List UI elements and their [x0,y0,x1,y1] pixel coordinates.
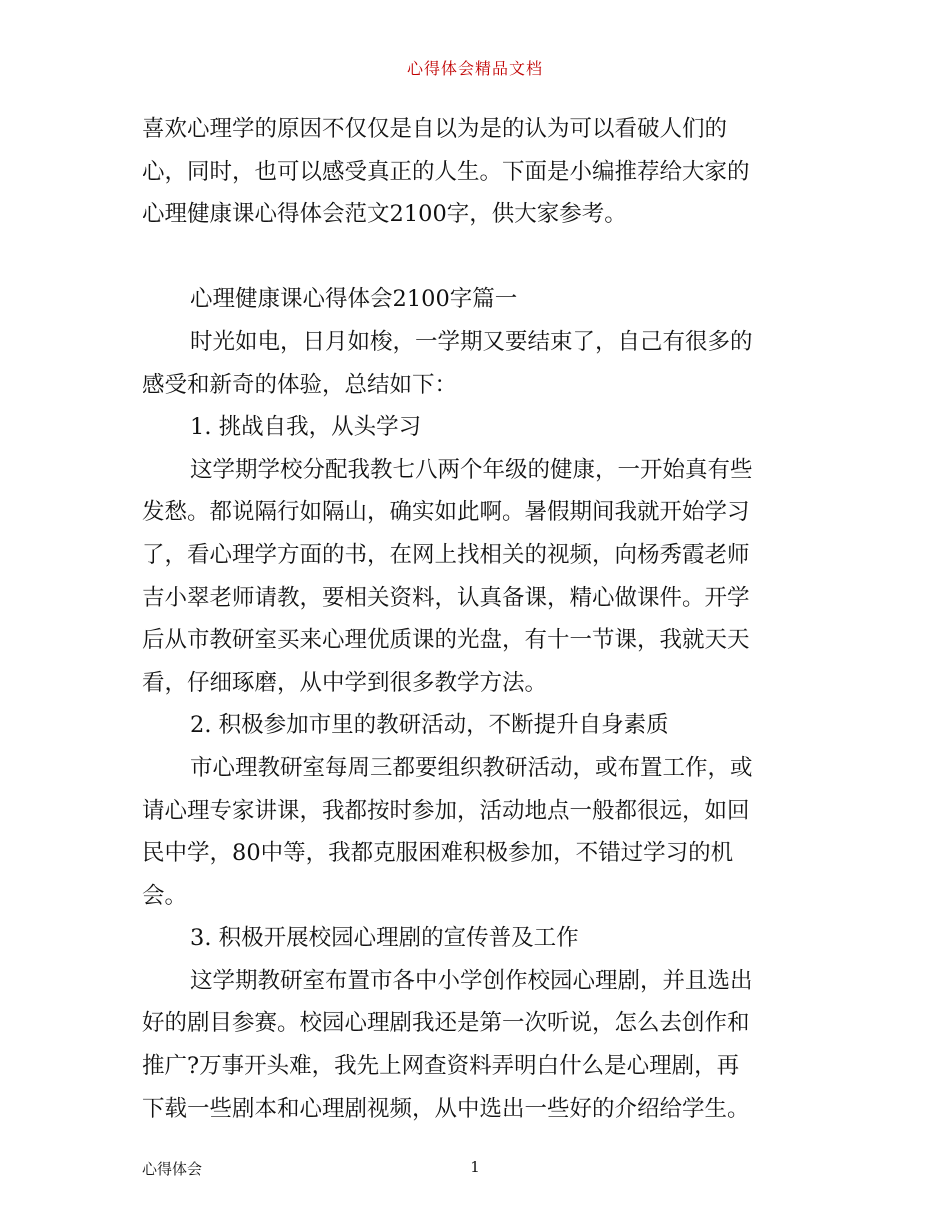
body-line: 后从市教研室买来心理优质课的光盘，有十一节课，我就天天 [142,627,750,654]
document-header-title: 心得体会精品文档 [406,59,543,78]
subheading: 2. 积极参加市里的教研活动，不断提升自身素质 [190,712,669,739]
subheading: 3. 积极开展校园心理剧的宣传普及工作 [190,925,579,952]
page-number: 1 [470,1158,480,1176]
body-line: 会。 [142,882,188,909]
body-line: 时光如电，日月如梭，一学期又要结束了，自己有很多的 [190,328,753,355]
body-line: 喜欢心理学的原因不仅仅是自以为是的认为可以看破人们的 [142,116,728,142]
body-line: 吉小翠老师请教，要相关资料，认真备课，精心做课件。开学 [142,584,750,611]
paragraph-gap [142,236,812,279]
subheading: 1. 挑战自我，从头学习 [190,414,422,441]
body-line: 好的剧目参赛。校园心理剧我还是第一次听说，怎么去创作和 [142,1010,750,1037]
footer-label: 心得体会 [142,1160,203,1178]
body-line: 推广?万事开头难，我先上网查资料弄明白什么是心理剧，再 [142,1053,740,1080]
body-line: 心，同时，也可以感受真正的人生。下面是小编推荐给大家的 [142,158,750,185]
body-line: 感受和新奇的体验，总结如下： [142,371,458,398]
body-line: 这学期学校分配我教七八两个年级的健康，一开始真有些 [190,456,753,483]
body-line: 看，仔细琢磨，从中学到很多教学方法。 [142,669,548,696]
body-line: 市心理教研室每周三都要组织教研活动，或布置工作，或 [190,754,753,781]
section-heading: 心理健康课心得体会2100字篇一 [190,286,518,313]
body-line: 这学期教研室布置市各中小学创作校园心理剧，并且选出 [190,967,753,994]
body-line: 心理健康课心得体会范文2100字，供大家参考。 [142,201,627,228]
body-line: 了，看心理学方面的书，在网上找相关的视频，向杨秀霞老师 [142,541,750,568]
document-body [142,108,812,1130]
body-line: 发愁。都说隔行如隔山，确实如此啊。暑假期间我就开始学习 [142,499,750,526]
body-line: 民中学，80中等，我都克服困难积极参加，不错过学习的机 [142,840,734,867]
body-line: 下载一些剧本和心理剧视频，从中选出一些好的介绍给学生。 [142,1095,750,1122]
body-line: 请心理专家讲课，我都按时参加，活动地点一般都很远，如回 [142,797,750,824]
